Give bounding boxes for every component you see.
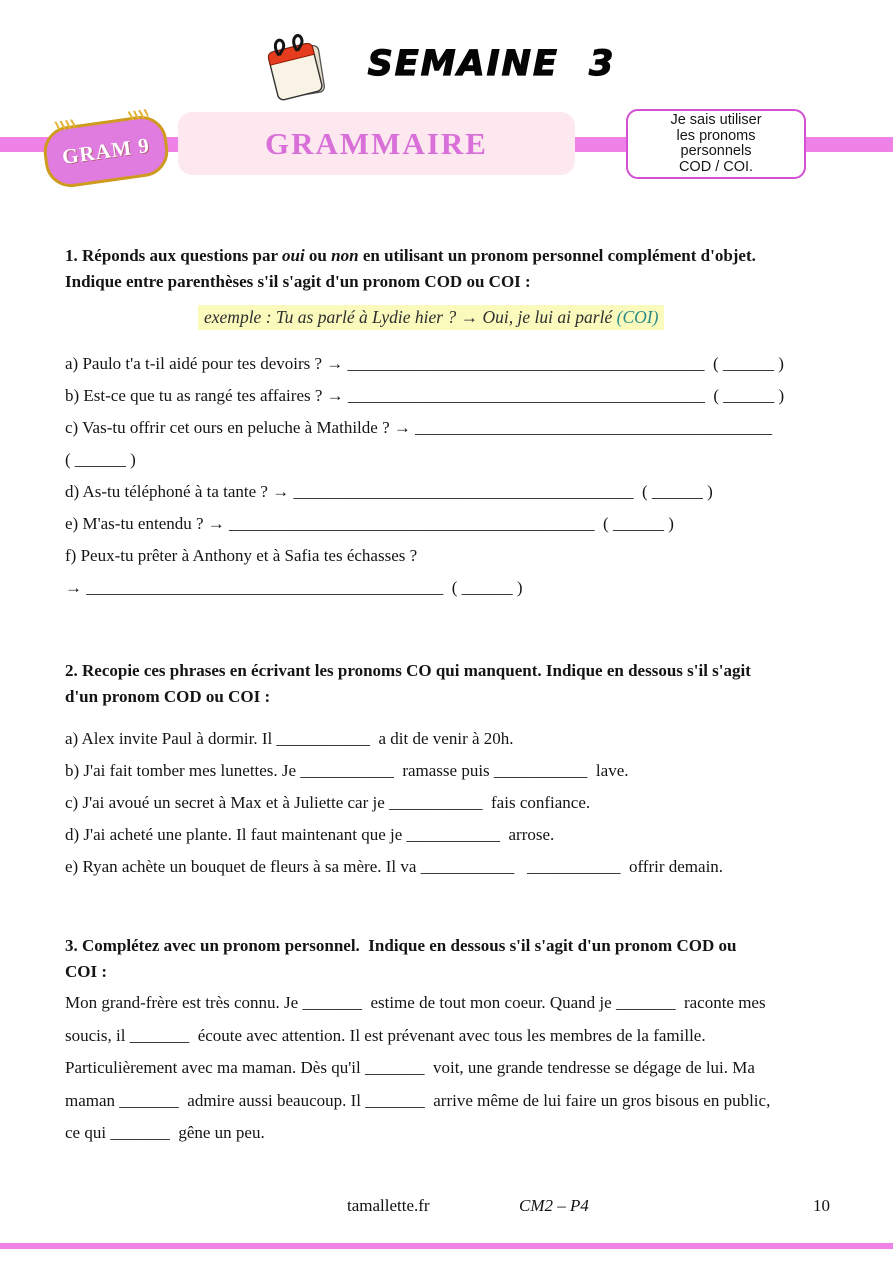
- exercise3-title: [65, 933, 829, 985]
- example-row: [198, 307, 829, 333]
- exercise3-title-line2: COI :: [65, 962, 108, 981]
- exercise3-title-line1: 3. Complétez avec un pronom personnel. Indique en dessous s'il s'agit d'un pronom COD ou: [65, 936, 737, 955]
- question-line: d) As-tu téléphoné à ta tante ? → ________________________________________ ( ______ ): [65, 482, 713, 501]
- sentence-line: b) J'ai fait tomber mes lunettes. Je ___________ ramasse puis ___________ lave.: [65, 761, 629, 780]
- exercise1-title-line2: Indique entre parenthèses s'il s'agit d'un pronom COD ou COI :: [65, 272, 531, 291]
- question-line: → __________________________________________ ( ______ ): [65, 578, 523, 597]
- exercise1-title-line1: 1. Réponds aux questions par oui ou non en utilisant un pronom personnel complément d'objet.: [65, 246, 756, 265]
- exercise2-title-line1: 2. Recopie ces phrases en écrivant les pronoms CO qui manquent. Indique en dessous s'il s'agit: [65, 661, 751, 680]
- objective-line: COD / COI.: [678, 158, 754, 175]
- paragraph-line: ce qui _______ gêne un peu.: [65, 1123, 265, 1142]
- question-line: a) Paulo t'a t-il aidé pour tes devoirs ? → __________________________________________ ( ______ ): [65, 354, 784, 373]
- exercise1-questions: [65, 348, 829, 604]
- bottom-line: [0, 1243, 893, 1249]
- sentence-line: c) J'ai avoué un secret à Max et à Juliette car je ___________ fais confiance.: [65, 793, 591, 812]
- week-title: SEMAINE 3: [367, 44, 616, 84]
- sentence-line: e) Ryan achète un bouquet de fleurs à sa mère. Il va ___________ ___________ offrir demain.: [65, 857, 724, 876]
- example-tag: (COI): [616, 307, 659, 327]
- footer-page-number: 10: [813, 1196, 830, 1215]
- exercise2-title-line2: d'un pronom COD ou COI :: [65, 687, 271, 706]
- question-line: c) Vas-tu offrir cet ours en peluche à Mathilde ? → __________________________________________: [65, 418, 773, 437]
- lesson-badge-label: GRAM 9: [60, 132, 152, 170]
- calendar-icon: [262, 22, 328, 106]
- objective-line: les pronoms: [676, 127, 756, 144]
- sentence-line: a) Alex invite Paul à dormir. Il ___________ a dit de venir à 20h.: [65, 729, 514, 748]
- exercise1-title: [65, 243, 829, 295]
- objective-box: [626, 109, 806, 179]
- lesson-badge: [40, 113, 171, 191]
- paragraph-line: Particulièrement avec ma maman. Dès qu'il _______ voit, une grande tendresse se dégage de lui. Ma: [65, 1058, 755, 1077]
- question-line: f) Peux-tu prêter à Anthony et à Safia tes échasses ?: [65, 546, 418, 565]
- sentence-line: d) J'ai acheté une plante. Il faut maintenant que je ___________ arrose.: [65, 825, 555, 844]
- exercise2-sentences: [65, 723, 829, 883]
- worksheet-content: [65, 243, 829, 1150]
- paragraph-line: maman _______ admire aussi beaucoup. Il _______ arrive même de lui faire un gros bisous en public,: [65, 1090, 771, 1110]
- exercise2-title: [65, 658, 829, 710]
- example-text: exemple : Tu as parlé à Lydie hier ? → Oui, je lui ai parlé: [204, 307, 617, 327]
- footer-level: CM2 – P4: [519, 1196, 589, 1215]
- objective-line: Je sais utiliser: [670, 112, 762, 128]
- objective-line: personnels: [680, 143, 752, 159]
- paragraph-line: Mon grand-frère est très connu. Je _______ estime de tout mon coeur. Quand je _______ raconte mes: [65, 993, 766, 1012]
- example-highlight: [198, 305, 664, 330]
- question-line: b) Est-ce que tu as rangé tes affaires ? → __________________________________________ ( ______ ): [65, 386, 785, 405]
- subject-title-box: [178, 112, 575, 175]
- subject-title: GRAMMAIRE: [265, 125, 488, 161]
- header: [0, 22, 885, 106]
- question-line: e) M'as-tu entendu ? → ___________________________________________ ( ______ ): [65, 514, 674, 533]
- footer-site: tamallette.fr: [347, 1196, 430, 1215]
- paragraph-line: soucis, il _______ écoute avec attention. Il est prévenant avec tous les membres de la famille.: [65, 1025, 706, 1045]
- exercise3-paragraph: [65, 987, 829, 1150]
- question-line: ( ______ ): [65, 450, 136, 469]
